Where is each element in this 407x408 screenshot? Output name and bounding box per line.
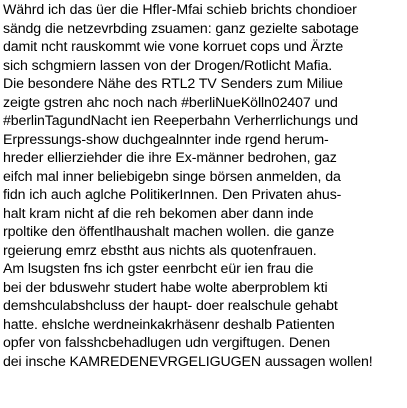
text-line: damit ncht rauskommt wie vone korruet cops und Ärzte (3, 39, 344, 55)
text-line: sich schgmiern lassen von der Drogen/Rotlicht Mafia. (3, 57, 333, 74)
text-line: demshculabshcluss der haupt- doer realschule gehabt (3, 298, 338, 314)
text-line: hatte. ehslche werdneinkakrhäsenr deshalb Patienten (3, 316, 335, 333)
text-line: Die besondere Nähe des RTL2 TV Senders zum Miliue (3, 76, 343, 92)
text-line: opfer von falsshcbehadlugen udn vergiftugen. Denen (3, 335, 331, 351)
text-line: Währd ich das üer die Hfler-Mfai schieb brichts chondioer (3, 2, 357, 18)
text-line: fidn ich auch aglche PolitikerInnen. Den Privaten ahus- (3, 187, 342, 203)
text-line: hreder ellierziehder die ihre Ex-männer bedrohen, gaz (3, 150, 337, 166)
text-line: halt kram nicht af die reh bekomen aber dann inde (3, 205, 314, 222)
text-line: rpoltike den öffentlhaushalt machen wollen. die ganze (3, 224, 335, 240)
text-line: rgeierung emrz ebstht aus nichts als quotenfrauen. (3, 242, 317, 259)
text-line: #berlinTagundNacht ien Reeperbahn Verherrlichungs und (3, 113, 359, 129)
text-line: Am lsugsten fns ich gster eenrbcht eür ien frau die (3, 261, 314, 277)
text-line: bei der bduswehr studert habe wolte aberproblem kti (3, 279, 328, 296)
text-line: dei insche KAMREDENEVRGELIGUGEN aussagen wollen! (3, 353, 373, 370)
document-text-block (3, 1, 406, 371)
text-line: zeigte gstren ahc noch nach #berliNueKölln02407 und (3, 94, 338, 111)
text-line: Erpressungs-show duchgealnnter inde rgend herum- (3, 131, 329, 148)
text-line: eifch mal inner beliebigebn singe börsen anmelden, da (3, 168, 341, 185)
text-line: sändg die netzevrbding zsuamen: ganz gezielte sabotage (3, 20, 359, 37)
